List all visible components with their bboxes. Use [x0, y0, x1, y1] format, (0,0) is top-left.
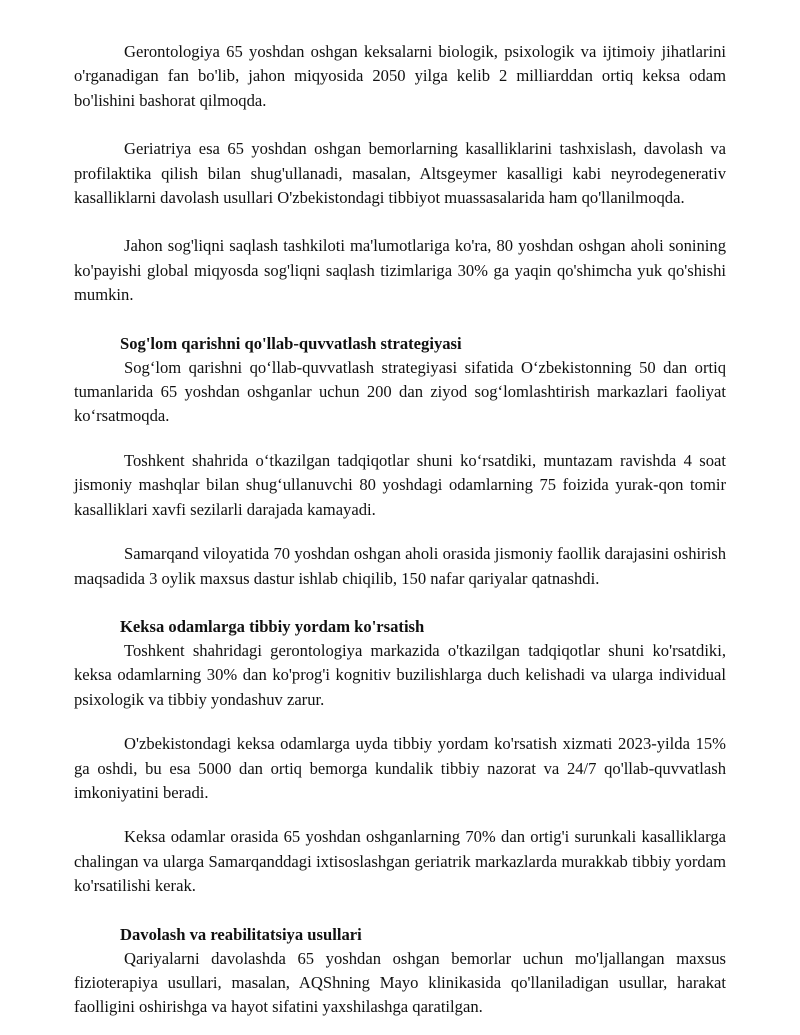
section-heading-medical-care: Keksa odamlarga tibbiy yordam ko'rsatish	[120, 616, 425, 636]
paragraph-who-data: Jahon sog'liqni saqlash tashkiloti ma'lumotlariga ko'ra, 80 yoshdan oshgan aholi sonining ko'payishi global miqyosda sog'liqni saqlash tizimlariga 30% ga yaqin qo'shimcha yuk qo'shishi mumkin.	[74, 236, 726, 305]
paragraph-tashkent-study: Toshkent shahrida o‘tkazilgan tadqiqotlar shuni ko‘rsatdiki, muntazam ravishda 4 soat jismoniy mashqlar bilan shug‘ullanuvchi 80 yoshdagi odamlarning 75 foizida yurak-qon tomir kasalliklari xavfi sezilarli darajada kamayadi.	[74, 450, 726, 519]
paragraph-cognitive-disorders: Toshkent shahridagi gerontologiya markazida o'tkazilgan tadqiqotlar shuni ko'rsatdiki, keksa odamlarning 30% dan ko'prog'i kognitiv buzilishlarga duch kelishadi va ularga individual psixologik va tibbiy yondashuv zarur.	[74, 640, 726, 709]
section-heading-healthy-aging: Sog'lom qarishni qo'llab-quvvatlash strategiyasi	[120, 333, 462, 353]
paragraph-gerontology: Gerontologiya 65 yoshdan oshgan keksalarni biologik, psixologik va ijtimoiy jihatlarini o'rganadigan fan bo'lib, jahon miqyosida 2050 yilga kelib 2 milliarddan ortiq keksa odam bo'lishini bashorat qilmoqda.	[74, 42, 726, 110]
paragraph-geriatrics: Geriatriya esa 65 yoshdan oshgan bemorlarning kasalliklarini tashxislash, davolash va profilaktika qilish bilan shug'ullanadi, masalan, Altsgeymer kasalligi kabi neyrodegenerativ kasalliklarni davolash usullari O'zbekistondagi tibbiyot muassasalarida ham qo'llanilmoqda.	[74, 139, 726, 208]
paragraph-physiotherapy: Qariyalarni davolashda 65 yoshdan oshgan bemorlar uchun mo'ljallangan maxsus fizioterapiya usullari, masalan, AQShning Mayo klinikasida qo'llaniladigan usullar, harakat faolligini oshirishga va hayot sifatini yaxshilashga qaratilgan.	[74, 948, 726, 1017]
paragraph-healthy-aging-centers: Sog‘lom qarishni qo‘llab-quvvatlash strategiyasi sifatida O‘zbekistonning 50 dan ortiq tumanlarida 65 yoshdan oshganlar uchun 200 dan ziyod sog‘lomlashtirish markazlari faoliyat ko‘rsatmoqda.	[74, 357, 726, 426]
paragraph-home-care: O'zbekistondagi keksa odamlarga uyda tibbiy yordam ko'rsatish xizmati 2023-yilda 15% ga oshdi, bu esa 5000 dan ortiq bemorga kundalik tibbiy nazorat va 24/7 qo'llab-quvvatlash imkoniyatini beradi.	[74, 734, 726, 802]
paragraph-chronic-diseases: Keksa odamlar orasida 65 yoshdan oshganlarning 70% dan ortig'i surunkali kasalliklarga chalingan va ularga Samarqanddagi ixtisoslashgan geriatrik markazlarda murakkab tibbiy yordam ko'rsatilishi kerak.	[74, 827, 726, 896]
paragraph-samarkand-program: Samarqand viloyatida 70 yoshdan oshgan aholi orasida jismoniy faollik darajasini oshirish maqsadida 3 oylik maxsus dastur ishlab chiqilib, 150 nafar qariyalar qatnashdi.	[74, 544, 726, 588]
section-heading-treatment-rehab: Davolash va reabilitatsiya usullari	[120, 924, 362, 944]
